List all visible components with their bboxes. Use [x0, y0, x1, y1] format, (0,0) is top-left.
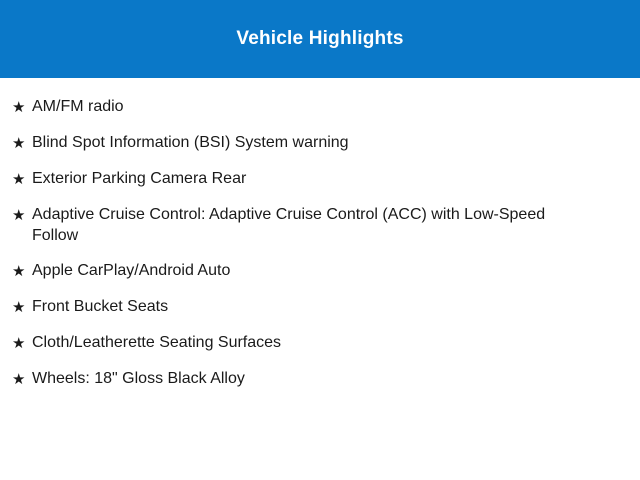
list-item-label: AM/FM radio [32, 98, 124, 115]
star-icon: ★ [12, 263, 26, 280]
page-title: Vehicle Highlights [236, 28, 404, 49]
list-item [12, 366, 626, 390]
star-icon: ★ [12, 207, 26, 224]
star-icon: ★ [12, 171, 26, 188]
list-item [12, 294, 626, 318]
star-icon: ★ [12, 99, 26, 116]
star-icon: ★ [12, 299, 26, 316]
list-item-label: Wheels: 18" Gloss Black Alloy [32, 370, 245, 387]
list-item [12, 166, 626, 190]
list-item [12, 94, 626, 118]
star-icon: ★ [12, 371, 26, 388]
page-header [0, 0, 640, 78]
list-item-label: Adaptive Cruise Control: Adaptive Cruise Control (ACC) with Low-Speed Follow [32, 206, 546, 244]
list-item-label: Exterior Parking Camera Rear [32, 170, 247, 187]
list-item [12, 202, 626, 246]
star-icon: ★ [12, 135, 26, 152]
highlights-list [0, 78, 640, 480]
list-item-label: Cloth/Leatherette Seating Surfaces [32, 334, 282, 351]
list-item [12, 330, 626, 354]
list-item-label: Front Bucket Seats [32, 298, 169, 315]
star-icon: ★ [12, 335, 26, 352]
list-item-label: Apple CarPlay/Android Auto [32, 262, 231, 279]
list-item-label: Blind Spot Information (BSI) System warning [32, 134, 349, 151]
list-item [12, 258, 626, 282]
list-item [12, 130, 626, 154]
